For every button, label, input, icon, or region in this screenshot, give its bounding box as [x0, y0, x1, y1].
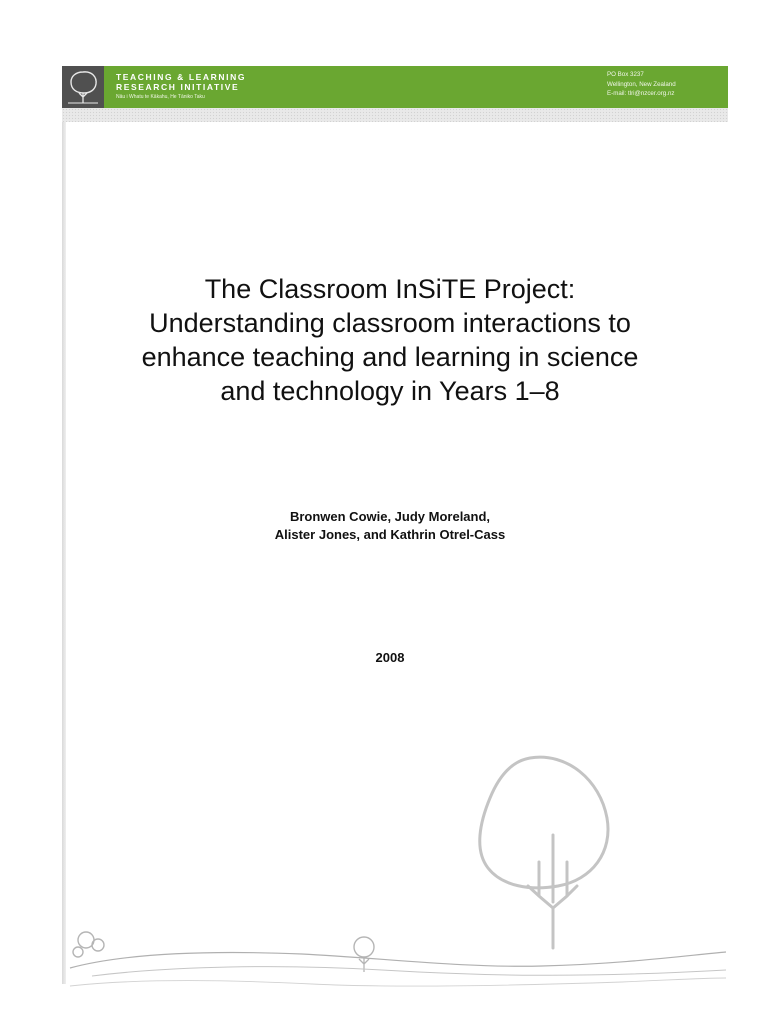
document-authors: [180, 508, 600, 544]
document-title: [100, 272, 680, 408]
logo: [62, 66, 104, 108]
title-line: The Classroom InSiTE Project:: [204, 274, 576, 304]
tree-icon: [62, 66, 104, 108]
small-bush: [73, 947, 83, 957]
rolling-hill: [92, 967, 726, 976]
tree-landscape-icon: [62, 740, 728, 990]
title-line: Understanding classroom interactions to: [149, 308, 631, 338]
organisation-tagline: Nāu i Whatu te Kākahu, He Tāniko Taku: [116, 94, 205, 100]
rolling-hill: [70, 952, 726, 968]
title-line: and technology in Years 1–8: [220, 376, 560, 406]
organisation-name-line-1: TEACHING & LEARNING: [116, 72, 247, 82]
large-tree-crown: [480, 757, 608, 888]
header-strip: [62, 108, 728, 122]
author-line: Alister Jones, and Kathrin Otrel-Cass: [274, 527, 506, 542]
contact-address-line: PO Box 3237: [607, 71, 644, 78]
author-line: Bronwen Cowie, Judy Moreland,: [289, 509, 491, 524]
large-tree-trunk: [528, 835, 577, 948]
organisation-name-line-2: RESEARCH INITIATIVE: [116, 82, 240, 92]
publication-year: 2008: [375, 650, 405, 665]
contact-email-line: E-mail: tlri@nzcer.org.nz: [607, 90, 675, 97]
title-line: enhance teaching and learning in science: [141, 342, 639, 372]
small-bush: [92, 939, 104, 951]
small-tree-crown: [354, 937, 374, 957]
organisation-name: [116, 72, 246, 92]
contact-city-line: Wellington, New Zealand: [607, 80, 676, 88]
contact-details: [607, 70, 676, 99]
rolling-hill: [70, 978, 726, 986]
small-tree-trunk: [359, 957, 369, 972]
